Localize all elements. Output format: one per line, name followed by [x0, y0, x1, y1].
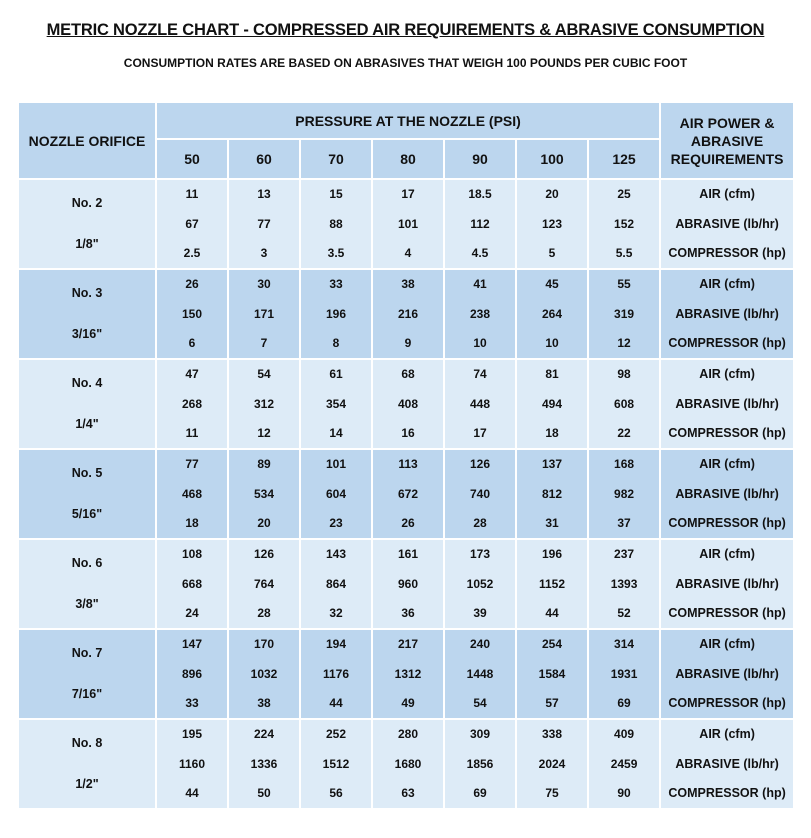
compressor-value: 69: [473, 786, 487, 800]
value-cell: [516, 449, 588, 539]
air-label: AIR (cfm): [699, 457, 755, 471]
compressor-value: 36: [401, 606, 415, 620]
abrasive-value: 1680: [394, 756, 422, 771]
air-value: 11: [185, 187, 199, 201]
value-cell: [588, 269, 660, 359]
air-value: 26: [185, 277, 199, 291]
header-pressure-60: 60: [228, 139, 300, 179]
abrasive-value: 67: [185, 216, 199, 231]
abrasive-value: 1160: [178, 756, 206, 771]
abrasive-value: 604: [325, 486, 347, 501]
air-value: 309: [469, 727, 491, 741]
compressor-value: 14: [329, 426, 343, 440]
compressor-value: 39: [473, 606, 487, 620]
air-value: 126: [253, 547, 275, 561]
abrasive-value: 740: [469, 486, 491, 501]
air-value: 217: [397, 637, 419, 651]
nozzle-number: No. 7: [71, 646, 103, 660]
value-cell: [372, 629, 444, 719]
value-cell: [588, 539, 660, 629]
abrasive-value: 1336: [250, 756, 278, 771]
compressor-value: 8: [332, 336, 340, 350]
value-cell: [516, 629, 588, 719]
chart-title: METRIC NOZZLE CHART - COMPRESSED AIR REQUIREMENTS & ABRASIVE CONSUMPTION: [46, 21, 765, 39]
abrasive-value: 216: [397, 306, 419, 321]
value-cell: [300, 359, 372, 449]
compressor-value: 75: [545, 786, 559, 800]
abrasive-value: 264: [541, 306, 563, 321]
nozzle-size: 1/4": [75, 417, 99, 431]
compressor-value: 3.5: [327, 246, 345, 260]
abrasive-value: 112: [470, 216, 490, 231]
value-cell: [156, 449, 228, 539]
compressor-value: 12: [617, 336, 631, 350]
compressor-value: 63: [401, 786, 415, 800]
value-cell: [444, 269, 516, 359]
air-value: 47: [185, 367, 199, 381]
value-cell: [444, 449, 516, 539]
value-cell: [372, 359, 444, 449]
compressor-value: 50: [257, 786, 271, 800]
value-cell: [228, 719, 300, 809]
compressor-value: 37: [617, 516, 631, 530]
air-value: 137: [541, 457, 563, 471]
nozzle-orifice-cell: [18, 539, 156, 629]
value-cell: [300, 449, 372, 539]
table-row: [18, 629, 794, 719]
air-value: 108: [181, 547, 203, 561]
nozzle-orifice-cell: [18, 629, 156, 719]
value-cell: [156, 629, 228, 719]
air-value: 173: [469, 547, 491, 561]
value-cell: [516, 539, 588, 629]
compressor-label: COMPRESSOR (hp): [668, 606, 786, 620]
air-label: AIR (cfm): [699, 727, 755, 741]
compressor-value: 4: [404, 246, 412, 260]
abrasive-label: ABRASIVE (lb/hr): [675, 306, 779, 321]
compressor-label: COMPRESSOR (hp): [668, 246, 786, 260]
abrasive-value: 152: [614, 216, 635, 231]
abrasive-value: 982: [614, 486, 635, 501]
compressor-value: 10: [473, 336, 487, 350]
value-cell: [228, 359, 300, 449]
header-pressure: PRESSURE AT THE NOZZLE (PSI): [156, 102, 660, 139]
value-cell: [444, 179, 516, 269]
abrasive-value: 812: [541, 486, 563, 501]
air-value: 98: [617, 367, 631, 381]
abrasive-value: 1512: [322, 756, 350, 771]
compressor-value: 90: [617, 786, 631, 800]
header-pressure-70: 70: [300, 139, 372, 179]
value-cell: [228, 539, 300, 629]
air-value: 77: [185, 457, 199, 471]
abrasive-value: 1152: [538, 576, 566, 591]
compressor-value: 20: [257, 516, 271, 530]
abrasive-value: 408: [397, 396, 419, 411]
abrasive-value: 668: [181, 576, 203, 591]
air-value: 196: [541, 547, 563, 561]
value-cell: [156, 179, 228, 269]
nozzle-orifice-cell: [18, 269, 156, 359]
requirement-labels-cell: [660, 179, 794, 269]
abrasive-value: 1856: [466, 756, 494, 771]
requirement-labels-cell: [660, 719, 794, 809]
air-value: 113: [398, 457, 418, 471]
abrasive-value: 150: [181, 306, 203, 321]
value-cell: [516, 179, 588, 269]
compressor-value: 38: [257, 696, 271, 710]
compressor-value: 2.5: [183, 246, 201, 260]
abrasive-value: 1312: [394, 666, 422, 681]
abrasive-label: ABRASIVE (lb/hr): [675, 756, 779, 771]
requirement-labels-cell: [660, 269, 794, 359]
compressor-value: 12: [257, 426, 271, 440]
nozzle-size: 1/8": [75, 237, 99, 251]
abrasive-value: 960: [397, 576, 419, 591]
requirement-labels-cell: [660, 629, 794, 719]
air-value: 89: [257, 457, 271, 471]
nozzle-number: No. 6: [71, 556, 103, 570]
air-label: AIR (cfm): [699, 637, 755, 651]
header-pressure-80: 80: [372, 139, 444, 179]
compressor-label: COMPRESSOR (hp): [668, 336, 786, 350]
air-value: 338: [541, 727, 563, 741]
compressor-value: 54: [473, 696, 487, 710]
value-cell: [372, 449, 444, 539]
air-value: 224: [253, 727, 275, 741]
compressor-value: 26: [401, 516, 415, 530]
value-cell: [372, 539, 444, 629]
abrasive-value: 354: [325, 396, 347, 411]
compressor-value: 24: [185, 606, 199, 620]
compressor-value: 9: [404, 336, 412, 350]
value-cell: [516, 359, 588, 449]
nozzle-size: 1/2": [75, 777, 99, 791]
air-label: AIR (cfm): [699, 277, 755, 291]
air-label: AIR (cfm): [699, 367, 755, 381]
compressor-label: COMPRESSOR (hp): [668, 696, 786, 710]
value-cell: [588, 449, 660, 539]
abrasive-value: 196: [325, 306, 347, 321]
air-value: 45: [545, 277, 559, 291]
header-requirements: AIR POWER & ABRASIVE REQUIREMENTS: [660, 102, 794, 179]
compressor-value: 17: [473, 426, 487, 440]
table-row: [18, 179, 794, 269]
abrasive-value: 608: [614, 396, 635, 411]
abrasive-label: ABRASIVE (lb/hr): [675, 216, 779, 231]
air-value: 194: [325, 637, 347, 651]
air-value: 254: [541, 637, 563, 651]
value-cell: [444, 359, 516, 449]
compressor-label: COMPRESSOR (hp): [668, 786, 786, 800]
value-cell: [228, 269, 300, 359]
nozzle-number: No. 8: [71, 736, 103, 750]
compressor-value: 44: [329, 696, 343, 710]
abrasive-value: 312: [253, 396, 275, 411]
abrasive-value: 534: [253, 486, 275, 501]
air-value: 409: [614, 727, 635, 741]
air-value: 61: [329, 367, 343, 381]
compressor-value: 31: [545, 516, 559, 530]
header-pressure-50: 50: [156, 139, 228, 179]
compressor-value: 56: [329, 786, 343, 800]
abrasive-value: 1052: [466, 576, 494, 591]
air-value: 252: [325, 727, 347, 741]
nozzle-size: 3/8": [75, 597, 99, 611]
requirement-labels-cell: [660, 359, 794, 449]
value-cell: [372, 719, 444, 809]
value-cell: [588, 719, 660, 809]
nozzle-size: 5/16": [71, 507, 103, 521]
abrasive-value: 171: [253, 306, 275, 321]
compressor-value: 33: [185, 696, 199, 710]
compressor-value: 16: [401, 426, 415, 440]
air-value: 280: [397, 727, 419, 741]
abrasive-value: 864: [325, 576, 347, 591]
abrasive-value: 1032: [250, 666, 278, 681]
header-nozzle-orifice: NOZZLE ORIFICE: [18, 102, 156, 179]
value-cell: [516, 719, 588, 809]
air-value: 18.5: [468, 187, 492, 201]
abrasive-value: 468: [181, 486, 203, 501]
chart-subtitle: CONSUMPTION RATES ARE BASED ON ABRASIVES THAT WEIGH 100 POUNDS PER CUBIC FOOT: [123, 56, 688, 70]
abrasive-value: 494: [541, 396, 563, 411]
air-value: 15: [329, 187, 343, 201]
air-value: 13: [257, 187, 271, 201]
air-value: 68: [401, 367, 415, 381]
abrasive-value: 123: [541, 216, 563, 231]
abrasive-value: 896: [181, 666, 203, 681]
value-cell: [372, 269, 444, 359]
air-value: 195: [181, 727, 203, 741]
compressor-label: COMPRESSOR (hp): [668, 516, 786, 530]
compressor-value: 3: [260, 246, 268, 260]
compressor-value: 23: [329, 516, 343, 530]
abrasive-value: 764: [253, 576, 275, 591]
value-cell: [588, 179, 660, 269]
value-cell: [228, 449, 300, 539]
compressor-value: 44: [545, 606, 559, 620]
abrasive-value: 672: [397, 486, 419, 501]
abrasive-value: 1176: [322, 666, 350, 681]
value-cell: [156, 269, 228, 359]
value-cell: [444, 629, 516, 719]
air-value: 126: [469, 457, 491, 471]
air-value: 101: [325, 457, 347, 471]
requirement-labels-cell: [660, 449, 794, 539]
air-value: 81: [545, 367, 559, 381]
abrasive-value: 1931: [610, 666, 638, 681]
air-value: 74: [473, 367, 487, 381]
compressor-value: 5.5: [615, 246, 633, 260]
compressor-value: 44: [185, 786, 199, 800]
compressor-value: 7: [260, 336, 268, 350]
compressor-value: 52: [617, 606, 631, 620]
nozzle-orifice-cell: [18, 449, 156, 539]
abrasive-value: 1393: [610, 576, 638, 591]
table-row: [18, 359, 794, 449]
value-cell: [156, 359, 228, 449]
value-cell: [228, 179, 300, 269]
air-value: 33: [329, 277, 343, 291]
compressor-value: 5: [548, 246, 556, 260]
air-label: AIR (cfm): [699, 547, 755, 561]
abrasive-value: 101: [397, 216, 419, 231]
air-value: 17: [401, 187, 415, 201]
nozzle-size: 7/16": [71, 687, 103, 701]
air-value: 30: [257, 277, 271, 291]
compressor-value: 10: [545, 336, 559, 350]
value-cell: [156, 719, 228, 809]
nozzle-number: No. 5: [71, 466, 103, 480]
value-cell: [300, 269, 372, 359]
abrasive-value: 1448: [466, 666, 494, 681]
value-cell: [588, 629, 660, 719]
air-value: 240: [469, 637, 491, 651]
compressor-label: COMPRESSOR (hp): [668, 426, 786, 440]
air-value: 25: [617, 187, 631, 201]
air-value: 41: [473, 277, 487, 291]
abrasive-value: 448: [469, 396, 491, 411]
compressor-value: 18: [545, 426, 559, 440]
value-cell: [300, 719, 372, 809]
air-value: 170: [253, 637, 275, 651]
abrasive-value: 2024: [538, 756, 566, 771]
value-cell: [444, 539, 516, 629]
air-value: 161: [397, 547, 419, 561]
table-row: [18, 449, 794, 539]
abrasive-value: 268: [181, 396, 203, 411]
compressor-value: 18: [185, 516, 199, 530]
air-value: 54: [257, 367, 271, 381]
air-value: 143: [325, 547, 347, 561]
requirement-labels-cell: [660, 539, 794, 629]
table-row: [18, 539, 794, 629]
compressor-value: 49: [401, 696, 415, 710]
abrasive-value: 88: [329, 216, 343, 231]
abrasive-label: ABRASIVE (lb/hr): [675, 486, 779, 501]
value-cell: [228, 629, 300, 719]
air-value: 314: [614, 637, 635, 651]
abrasive-value: 1584: [538, 666, 566, 681]
air-value: 20: [545, 187, 559, 201]
nozzle-size: 3/16": [71, 327, 103, 341]
air-value: 38: [401, 277, 415, 291]
air-label: AIR (cfm): [699, 187, 755, 201]
value-cell: [372, 179, 444, 269]
abrasive-value: 319: [614, 306, 635, 321]
value-cell: [300, 179, 372, 269]
value-cell: [444, 719, 516, 809]
compressor-value: 4.5: [471, 246, 489, 260]
value-cell: [516, 269, 588, 359]
compressor-value: 32: [329, 606, 343, 620]
air-value: 147: [181, 637, 203, 651]
compressor-value: 6: [188, 336, 196, 350]
compressor-value: 57: [545, 696, 559, 710]
compressor-value: 22: [617, 426, 631, 440]
header-pressure-100: 100: [516, 139, 588, 179]
header-pressure-90: 90: [444, 139, 516, 179]
nozzle-orifice-cell: [18, 359, 156, 449]
compressor-value: 28: [257, 606, 271, 620]
nozzle-orifice-cell: [18, 719, 156, 809]
abrasive-label: ABRASIVE (lb/hr): [675, 396, 779, 411]
abrasive-value: 238: [469, 306, 491, 321]
compressor-value: 11: [185, 426, 199, 440]
value-cell: [156, 539, 228, 629]
air-value: 168: [614, 457, 635, 471]
nozzle-number: No. 3: [71, 286, 103, 300]
abrasive-label: ABRASIVE (lb/hr): [675, 666, 779, 681]
nozzle-number: No. 4: [71, 376, 103, 390]
table-row: [18, 719, 794, 809]
header-pressure-125: 125: [588, 139, 660, 179]
value-cell: [300, 539, 372, 629]
nozzle-number: No. 2: [71, 196, 103, 210]
table-row: [18, 269, 794, 359]
value-cell: [588, 359, 660, 449]
nozzle-table: [17, 101, 795, 810]
compressor-value: 28: [473, 516, 487, 530]
abrasive-value: 77: [257, 216, 271, 231]
abrasive-value: 2459: [610, 756, 638, 771]
value-cell: [300, 629, 372, 719]
abrasive-label: ABRASIVE (lb/hr): [675, 576, 779, 591]
compressor-value: 69: [617, 696, 631, 710]
air-value: 55: [617, 277, 631, 291]
air-value: 237: [614, 547, 635, 561]
nozzle-orifice-cell: [18, 179, 156, 269]
